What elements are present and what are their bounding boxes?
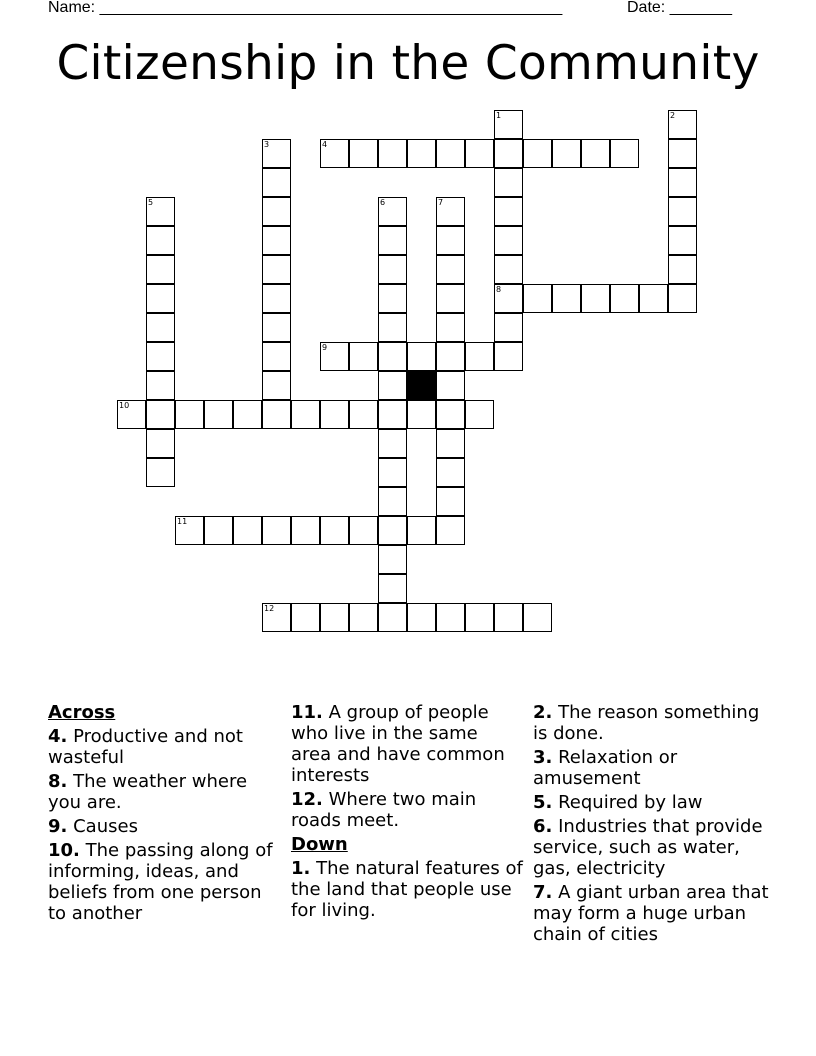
name-field: Name: ____________________________________________________ bbox=[48, 0, 563, 16]
grid-cell[interactable] bbox=[436, 603, 465, 632]
grid-cell[interactable] bbox=[146, 429, 175, 458]
grid-cell[interactable] bbox=[146, 458, 175, 487]
clue-number: 4. bbox=[48, 726, 68, 747]
grid-cell[interactable] bbox=[407, 139, 436, 168]
clue-across-8 bbox=[48, 771, 284, 813]
grid-cell[interactable] bbox=[494, 226, 523, 255]
clue-across-4 bbox=[48, 726, 284, 768]
grid-cell[interactable] bbox=[610, 139, 639, 168]
clue-number: 10. bbox=[48, 840, 80, 861]
grid-cell[interactable] bbox=[378, 342, 407, 371]
grid-cell[interactable] bbox=[494, 284, 523, 313]
grid-cell[interactable] bbox=[494, 313, 523, 342]
grid-cell[interactable] bbox=[146, 284, 175, 313]
grid-cell[interactable] bbox=[146, 342, 175, 371]
grid-cell[interactable] bbox=[523, 284, 552, 313]
clue-across-12 bbox=[291, 789, 523, 831]
grid-cell[interactable] bbox=[378, 139, 407, 168]
clue-number: 7. bbox=[533, 882, 553, 903]
clue-text: The weather where you are. bbox=[48, 771, 248, 813]
grid-cell[interactable] bbox=[668, 168, 697, 197]
clue-text: A giant urban area that may form a huge urban chain of cities bbox=[533, 882, 769, 945]
clue-number-label: 12 bbox=[264, 604, 275, 613]
grid-cell[interactable] bbox=[436, 487, 465, 516]
grid-cell[interactable] bbox=[320, 516, 349, 545]
grid-cell[interactable] bbox=[494, 255, 523, 284]
grid-cell[interactable] bbox=[436, 139, 465, 168]
grid-cell[interactable] bbox=[378, 458, 407, 487]
grid-cell[interactable] bbox=[146, 226, 175, 255]
clue-text: Productive and not wasteful bbox=[48, 726, 243, 768]
grid-cell[interactable] bbox=[204, 400, 233, 429]
grid-cell[interactable] bbox=[436, 429, 465, 458]
grid-cell[interactable] bbox=[320, 139, 349, 168]
grid-cell[interactable] bbox=[204, 516, 233, 545]
grid-cell[interactable] bbox=[378, 603, 407, 632]
clue-number-label: 2 bbox=[670, 111, 676, 120]
grid-cell[interactable] bbox=[668, 226, 697, 255]
grid-cell[interactable] bbox=[262, 342, 291, 371]
clue-number: 2. bbox=[533, 702, 553, 723]
grid-cell[interactable] bbox=[175, 400, 204, 429]
grid-cell[interactable] bbox=[349, 516, 378, 545]
clue-number: 1. bbox=[291, 858, 311, 879]
grid-cell[interactable] bbox=[465, 342, 494, 371]
grid-cell[interactable] bbox=[320, 342, 349, 371]
grid-cell[interactable] bbox=[436, 226, 465, 255]
clue-column-1 bbox=[48, 702, 284, 927]
clue-text: Required by law bbox=[558, 792, 703, 813]
grid-cell[interactable] bbox=[378, 574, 407, 603]
grid-cell[interactable] bbox=[523, 139, 552, 168]
grid-cell[interactable] bbox=[146, 197, 175, 226]
grid-cell[interactable] bbox=[349, 603, 378, 632]
grid-cell[interactable] bbox=[610, 284, 639, 313]
clue-number-label: 3 bbox=[264, 140, 270, 149]
clue-column-2 bbox=[291, 702, 523, 924]
grid-cell[interactable] bbox=[436, 342, 465, 371]
clue-text: The natural features of the land that people use for living. bbox=[291, 858, 523, 921]
page-title: Citizenship in the Community bbox=[56, 36, 760, 91]
grid-cell[interactable] bbox=[117, 400, 146, 429]
grid-cell[interactable] bbox=[291, 603, 320, 632]
grid-cell[interactable] bbox=[349, 342, 378, 371]
clue-column-3 bbox=[533, 702, 769, 948]
grid-cell[interactable] bbox=[349, 400, 378, 429]
grid-cell[interactable] bbox=[523, 603, 552, 632]
grid-cell[interactable] bbox=[262, 313, 291, 342]
clue-down-2 bbox=[533, 702, 769, 744]
grid-cell[interactable] bbox=[552, 139, 581, 168]
clue-number: 3. bbox=[533, 747, 553, 768]
clue-across-9 bbox=[48, 816, 284, 837]
grid-cell[interactable] bbox=[668, 284, 697, 313]
grid-cell[interactable] bbox=[262, 168, 291, 197]
grid-cell[interactable] bbox=[639, 284, 668, 313]
grid-cell[interactable] bbox=[378, 516, 407, 545]
grid-cell[interactable] bbox=[320, 400, 349, 429]
grid-cell[interactable] bbox=[581, 284, 610, 313]
clue-down-6 bbox=[533, 816, 769, 879]
grid-cell[interactable] bbox=[378, 429, 407, 458]
grid-cell[interactable] bbox=[378, 313, 407, 342]
grid-cell[interactable] bbox=[262, 400, 291, 429]
grid-cell[interactable] bbox=[291, 400, 320, 429]
grid-cell[interactable] bbox=[436, 197, 465, 226]
grid-cell[interactable] bbox=[262, 197, 291, 226]
grid-cell[interactable] bbox=[262, 516, 291, 545]
grid-cell[interactable] bbox=[436, 284, 465, 313]
grid-cell[interactable] bbox=[494, 139, 523, 168]
grid-cell[interactable] bbox=[465, 603, 494, 632]
clue-down-3 bbox=[533, 747, 769, 789]
clue-number: 6. bbox=[533, 816, 553, 837]
grid-cell[interactable] bbox=[146, 255, 175, 284]
grid-cell[interactable] bbox=[378, 545, 407, 574]
grid-cell[interactable] bbox=[668, 255, 697, 284]
grid-cell[interactable] bbox=[262, 371, 291, 400]
grid-cell[interactable] bbox=[378, 487, 407, 516]
grid-cell[interactable] bbox=[378, 255, 407, 284]
clue-number-label: 11 bbox=[177, 517, 188, 526]
grid-cell[interactable] bbox=[494, 342, 523, 371]
clue-across-11 bbox=[291, 702, 523, 786]
clue-number-label: 6 bbox=[380, 198, 386, 207]
clue-number-label: 1 bbox=[496, 111, 502, 120]
clue-number-label: 4 bbox=[322, 140, 328, 149]
grid-cell[interactable] bbox=[465, 139, 494, 168]
grid-cell[interactable] bbox=[668, 197, 697, 226]
clue-text: Industries that provide service, such as water, gas, electricity bbox=[533, 816, 763, 879]
clue-number: 9. bbox=[48, 816, 68, 837]
grid-cell[interactable] bbox=[436, 400, 465, 429]
blocked-cell bbox=[407, 371, 436, 400]
clue-number: 8. bbox=[48, 771, 68, 792]
grid-cell[interactable] bbox=[146, 400, 175, 429]
grid-cell[interactable] bbox=[262, 226, 291, 255]
clue-number: 5. bbox=[533, 792, 553, 813]
grid-cell[interactable] bbox=[291, 516, 320, 545]
clue-number: 12. bbox=[291, 789, 323, 810]
grid-cell[interactable] bbox=[407, 516, 436, 545]
grid-cell[interactable] bbox=[262, 284, 291, 313]
grid-cell[interactable] bbox=[233, 516, 262, 545]
grid-cell[interactable] bbox=[494, 603, 523, 632]
grid-cell[interactable] bbox=[494, 168, 523, 197]
grid-cell[interactable] bbox=[581, 139, 610, 168]
down-heading: Down bbox=[291, 834, 348, 855]
grid-cell[interactable] bbox=[320, 603, 349, 632]
grid-cell[interactable] bbox=[668, 139, 697, 168]
clue-text: A group of people who live in the same area and have common interests bbox=[291, 702, 505, 786]
clue-across-10 bbox=[48, 840, 284, 924]
grid-cell[interactable] bbox=[668, 110, 697, 139]
grid-cell[interactable] bbox=[465, 400, 494, 429]
grid-cell[interactable] bbox=[436, 371, 465, 400]
clue-text: The reason something is done. bbox=[533, 702, 760, 744]
date-field: Date: _______ bbox=[627, 0, 732, 16]
clue-text: Causes bbox=[73, 816, 138, 837]
grid-cell[interactable] bbox=[407, 400, 436, 429]
clue-number: 11. bbox=[291, 702, 323, 723]
grid-cell[interactable] bbox=[407, 603, 436, 632]
grid-cell[interactable] bbox=[262, 603, 291, 632]
grid-cell[interactable] bbox=[407, 342, 436, 371]
clue-down-5 bbox=[533, 792, 769, 813]
grid-cell[interactable] bbox=[436, 458, 465, 487]
grid-cell[interactable] bbox=[378, 284, 407, 313]
grid-cell[interactable] bbox=[494, 110, 523, 139]
across-heading: Across bbox=[48, 702, 116, 723]
grid-cell[interactable] bbox=[378, 197, 407, 226]
grid-cell[interactable] bbox=[436, 313, 465, 342]
clue-number-label: 8 bbox=[496, 285, 502, 294]
grid-cell[interactable] bbox=[378, 400, 407, 429]
grid-cell[interactable] bbox=[378, 371, 407, 400]
grid-cell[interactable] bbox=[233, 400, 262, 429]
clue-number-label: 9 bbox=[322, 343, 328, 352]
clue-number-label: 10 bbox=[119, 401, 130, 410]
clue-number-label: 5 bbox=[148, 198, 154, 207]
clue-text: The passing along of informing, ideas, and beliefs from one person to another bbox=[48, 840, 273, 924]
clue-text: Where two main roads meet. bbox=[291, 789, 477, 831]
grid-cell[interactable] bbox=[552, 284, 581, 313]
grid-cell[interactable] bbox=[262, 139, 291, 168]
grid-cell[interactable] bbox=[494, 197, 523, 226]
clue-text: Relaxation or amusement bbox=[533, 747, 678, 789]
grid-cell[interactable] bbox=[175, 516, 204, 545]
grid-cell[interactable] bbox=[436, 516, 465, 545]
clue-number-label: 7 bbox=[438, 198, 444, 207]
clue-down-7 bbox=[533, 882, 769, 945]
grid-cell[interactable] bbox=[436, 255, 465, 284]
grid-cell[interactable] bbox=[146, 313, 175, 342]
grid-cell[interactable] bbox=[349, 139, 378, 168]
grid-cell[interactable] bbox=[262, 255, 291, 284]
grid-cell[interactable] bbox=[378, 226, 407, 255]
clue-down-1 bbox=[291, 858, 523, 921]
grid-cell[interactable] bbox=[146, 371, 175, 400]
